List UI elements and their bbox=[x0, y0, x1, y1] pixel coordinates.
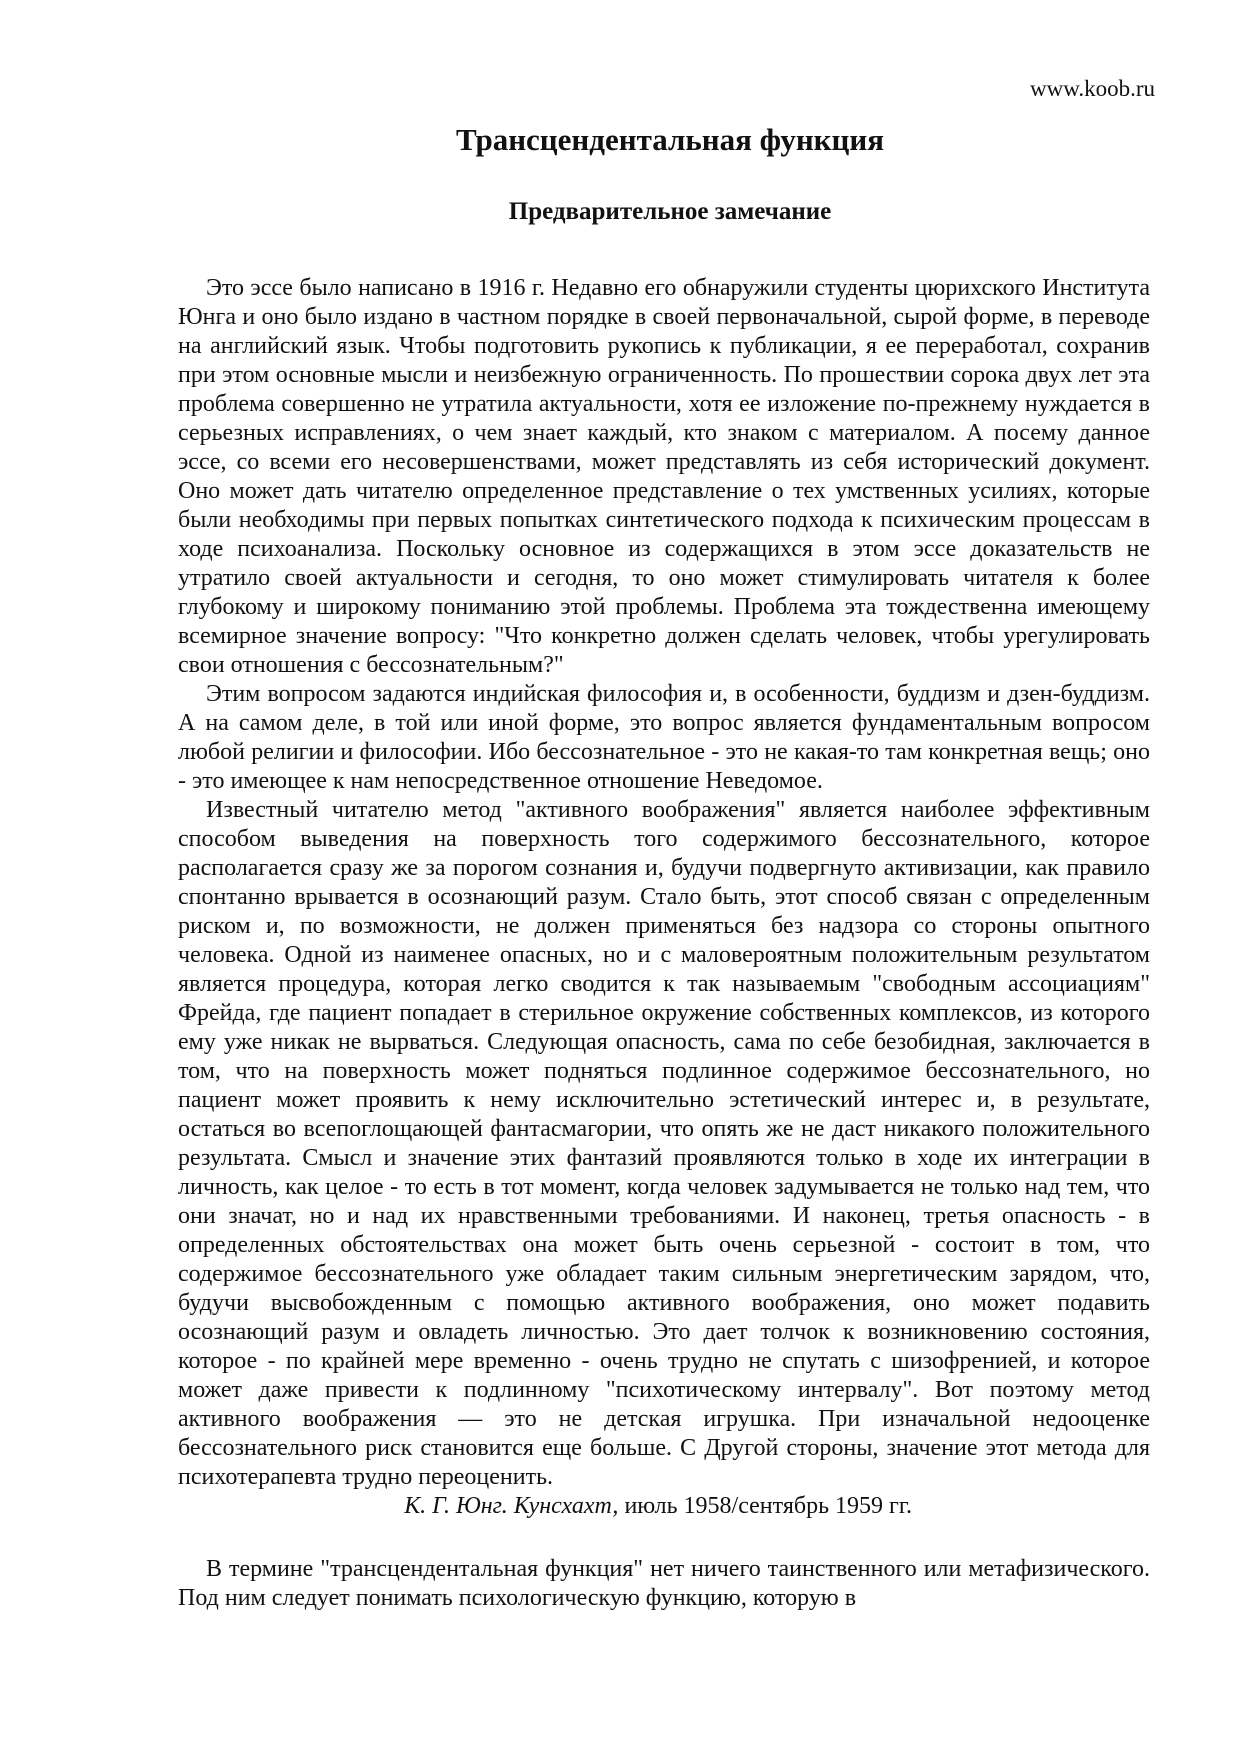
site-url: www.koob.ru bbox=[1030, 76, 1155, 101]
paragraph-main-start: В термине "трансцендентальная функция" нет ничего таинственного или метафизического. Под ним следует понимать психологическую функцию, которую в bbox=[178, 1556, 1150, 1611]
author-signature bbox=[178, 1492, 1150, 1521]
paragraph-preface-3: Известный читателю метод "активного воображения" является наиболее эффективным способом выведения на поверхность того содержимого бессознательного, которое располагается сразу же за порогом сознания и, будучи подвергнуто активизации, как правило спонтанно врывается в осознающий разум. Стало быть, этот способ связан с определенным риском и, по возможности, не должен применяться без надзора со стороны опытного человека. Одной из наименее опасных, но и с маловероятным положительным результатом является процедура, которая легко сводится к так называемым "свободным ассоциациям" Фрейда, где пациент попадает в стерильное окружение собственных комплексов, из которого ему уже никак не вырваться. Следующая опасность, сама по себе безобидная, заключается в том, что на поверхность может подняться подлинное содержимое бессознательного, но пациент может проявить к нему исключительно эстетический интерес и, в результате, остаться во всепоглощающей фантасмагории, что опять же не даст никакого положительного результата. Смысл и значение этих фантазий проявляются только в ходе их интеграции в личность, как целое - то есть в тот момент, когда человек задумывается не только над тем, что они значат, но и над их нравственными требованиями. И наконец, третья опасность - в определенных обстоятельствах она может быть очень серьезной - состоит в том, что содержимое бессознательного уже обладает таким сильным энергетическим зарядом, что, будучи высвобожденным с помощью активного воображения, оно может подавить осознающий разум и овладеть личностью. Это дает толчок к возникновению состояния, которое - по крайней мере временно - очень трудно не спутать с шизофренией, и которое может даже привести к подлинному "психотическому интервалу". Вот поэтому метод активного воображения — это не детская игрушка. При изначальной недооценке бессознательного риск становится еще больше. С Другой стороны, значение этот метода для психотерапевта трудно переоценить. bbox=[178, 797, 1150, 1490]
signature-date: июль 1958/сентябрь 1959 гг. bbox=[618, 1493, 912, 1519]
paragraph-preface-1: Это эссе было написано в 1916 г. Недавно его обнаружили студенты цюрихского Института Юнга и оно было издано в частном порядке в своей первоначальной, сырой форме, в переводе на английский язык. Чтобы подготовить рукопись к публикации, я ее переработал, сохранив при этом основные мысли и неизбежную ограниченность. По прошествии сорока двух лет эта проблема совершенно не утратила актуальности, хотя ее изложение по-прежнему нуждается в серьезных исправлениях, о чем знает каждый, кто знаком с материалом. А посему данное эссе, со всеми его несовершенствами, может представлять из себя исторический документ. Оно может дать читателю определенное представление о тех умственных усилиях, которые были необходимы при первых попытках синтетического подхода к психическим процессам в ходе психоанализа. Поскольку основное из содержащихся в этом эссе доказательств не утратило своей актуальности и сегодня, то оно может стимулировать читателя к более глубокому и широкому пониманию этой проблемы. Проблема эта тождественна имеющему всемирное значение вопросу: "Что конкретно должен сделать человек, чтобы урегулировать свои отношения с бессознательным?" bbox=[178, 275, 1150, 678]
signature-author-place: К. Г. Юнг. Кунсхахт, bbox=[404, 1493, 619, 1519]
section-subtitle: Предварительное замечание bbox=[508, 198, 832, 225]
paragraph-preface-2: Этим вопросом задаются индийская философия и, в особенности, буддизм и дзен-буддизм. А на самом деле, в той или иной форме, это вопрос является фундаментальным вопросом любой религии и философии. Ибо бессознательное - это не какая-то там конкретная вещь; оно - это имеющее к нам непосредственное отношение Неведомое. bbox=[178, 681, 1150, 794]
document-title: Трансцендентальная функция bbox=[455, 122, 885, 157]
document-body bbox=[178, 274, 1150, 1613]
